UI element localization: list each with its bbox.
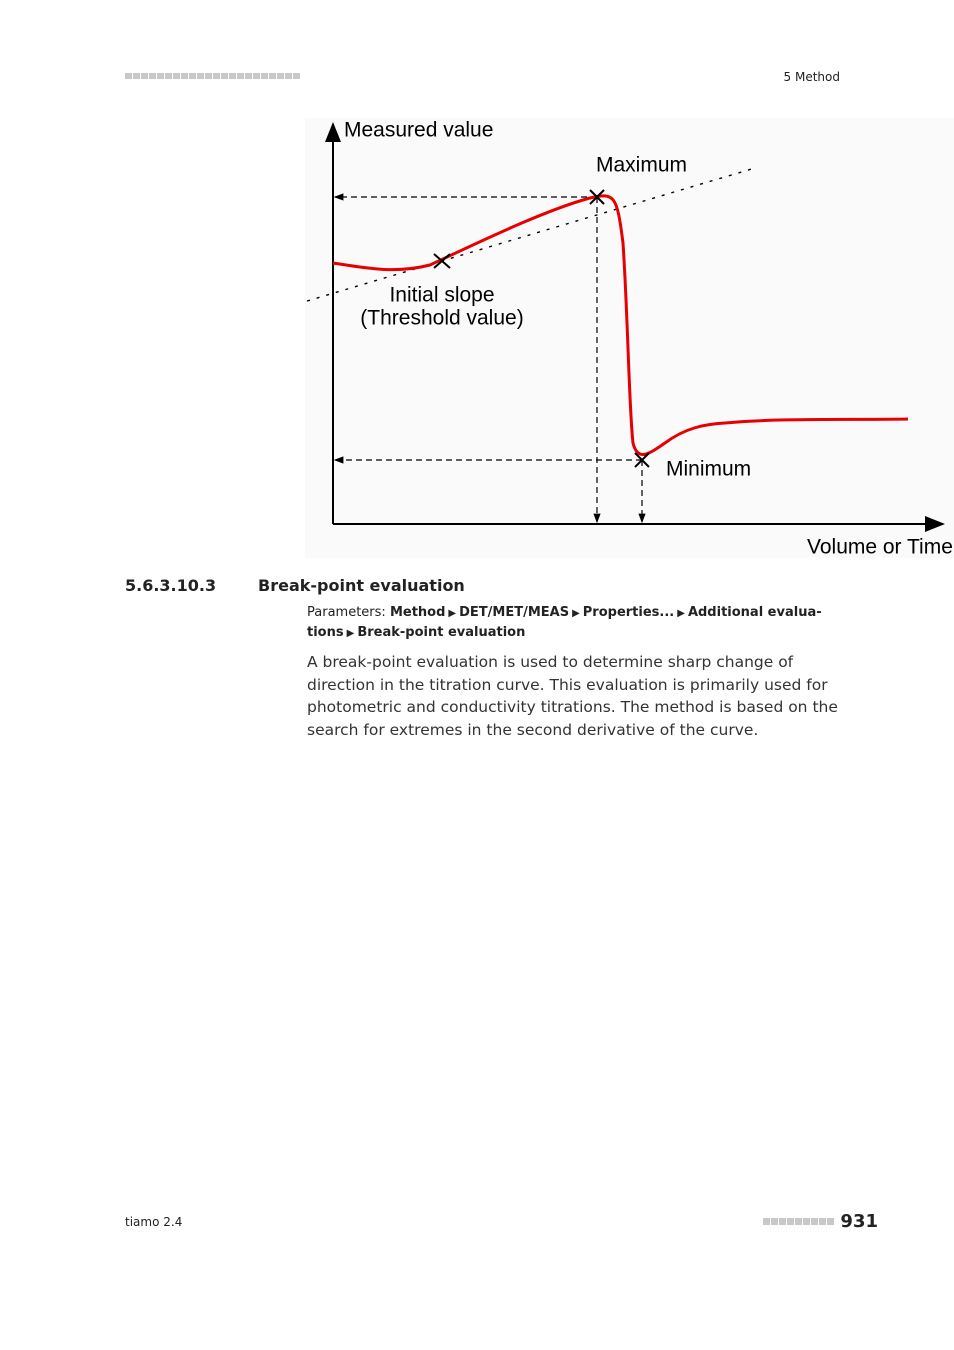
path-item-method: Method [389,605,446,620]
maximum-label: Maximum [596,153,688,177]
footer-product: tiamo 2.4 [125,1215,183,1229]
page-number: 931 [840,1211,878,1232]
section-title: Break-point evaluation [258,576,465,595]
footer-decoration [763,1218,834,1225]
body-paragraph: A break-point evaluation is used to determine sharp change of direction in the titration curve. This evaluation is primarily used for photometric and conductivity titrations. The method is based on the search for extremes in the second derivative of the curve. [307,653,838,739]
minimum-label: Minimum [666,457,752,481]
path-item-break-point-evaluation: Break-point evaluation [357,625,526,640]
path-item-additional-evaluations: Additional evalua- tions [307,605,822,640]
initial-slope-label: Initial slope [389,283,495,307]
path-item-properties: Properties... [582,605,675,620]
threshold-value-label: (Threshold value) [360,306,524,330]
path-arrow-icon: ▶ [677,608,685,619]
y-axis-label: Measured value [344,118,494,142]
header-decoration [125,73,300,79]
parameters-path [307,603,827,643]
path-arrow-icon: ▶ [346,628,355,639]
path-arrow-icon: ▶ [448,608,457,619]
figure-svg [305,118,954,558]
path-item-det-met-meas: DET/MET/MEAS [459,605,570,620]
chapter-header: 5 Method [783,70,840,84]
path-arrow-icon: ▶ [572,608,580,619]
section-number: 5.6.3.10.3 [125,576,217,595]
footer-page [763,1211,878,1232]
figure-background [305,118,954,558]
parameters-label: Parameters: [307,605,386,620]
break-point-figure [305,118,954,558]
x-axis-label: Volume or Time [807,535,953,558]
